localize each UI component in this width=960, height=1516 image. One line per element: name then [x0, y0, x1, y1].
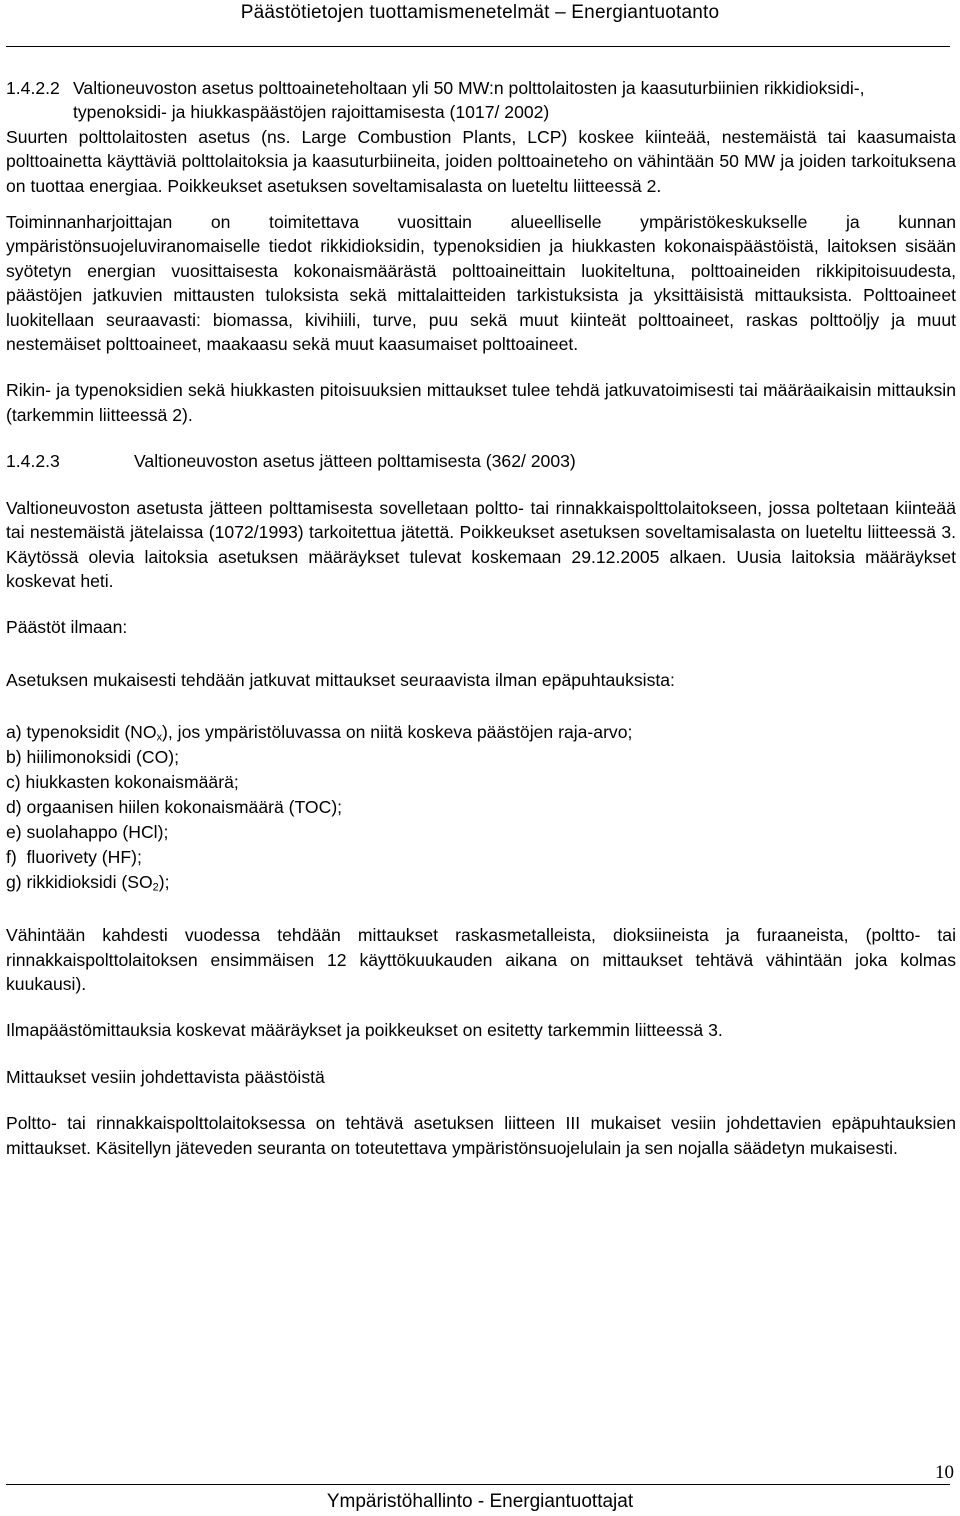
- section-heading-1-4-2-2: [6, 76, 956, 125]
- list-item: f) fluorivety (HF);: [6, 847, 142, 868]
- section-title: Valtioneuvoston asetus jätteen polttamisesta (362/ 2003): [134, 451, 576, 472]
- list-item: c) hiukkasten kokonaismäärä;: [6, 772, 239, 793]
- paragraph: Ilmapäästömittauksia koskevat määräykset ja poikkeukset on esitetty tarkemmin liitteessä 3.: [6, 1020, 723, 1041]
- paragraph: Vähintään kahdesti vuodessa tehdään mittaukset raskasmetalleista, dioksiineista ja furaaneista, (poltto- tai rinnakkaispolttolaitoksen ensimmäisen 12 käyttökuukauden aikana on mittaukset tehtävä vähintään joka kolmas kuukausi).: [6, 925, 956, 994]
- list-item: e) suolahappo (HCl);: [6, 822, 169, 843]
- paragraph: Toiminnanharjoittajan on toimitettava vuosittain alueelliselle ympäristökeskukselle ja kunnan ympäristönsuojeluviranomaiselle tiedot rikkidioksidin, typenoksidien ja hiukkasten kokonaispäästöistä, laitoksen sisään syötetyn energian vuosittaisesta kokonaismäärästä polttoaineittain luokiteltuna, polttoaineiden rikkipitoisuudesta, päästöjen jatkuvien mittausten tuloksista sekä mittalaitteiden tarkistuksista ja yksittäisistä mittauksista. Polttoaineet luokitellaan seuraavasti: biomassa, kivihiili, turve, puu sekä muut kiinteät polttoaineet, raskas polttoöljy ja muut nestemäiset polttoaineet, maakaasu sekä muut kaasumaiset polttoaineet.: [6, 212, 956, 355]
- paragraph: Poltto- tai rinnakkaispolttolaitoksessa on tehtävä asetuksen liitteen III mukaiset vesiin johdettavien epäpuhtauksien mittaukset. Käsitellyn jäteveden seuranta on toteutettava ympäristönsuojelulain ja sen nojalla säädetyn mukaisesti.: [6, 1113, 956, 1158]
- subheading-air: Päästöt ilmaan:: [6, 617, 128, 638]
- running-header: Päästötietojen tuottamismenetelmät – Energiantuotanto: [240, 2, 720, 23]
- list-item: g) rikkidioksidi $(SO_2)$;: [6, 872, 170, 894]
- list-item: d) orgaanisen hiilen kokonaismäärä (TOC);: [6, 797, 343, 818]
- section-number: 1.4.2.2: [6, 78, 60, 98]
- subheading-water: Mittaukset vesiin johdettavista päästöistä: [6, 1066, 325, 1087]
- paragraph: Suurten polttolaitosten asetus (ns. Large Combustion Plants, LCP) koskee kiinteää, nestemäistä tai kaasumaista polttoainetta käyttäviä polttolaitoksia ja kaasuturbiineita, joiden polttoaineteho on vähintään 50 MW ja joiden tarkoituksena on tuottaa energiaa. Poikkeukset asetuksen soveltamisalasta on lueteltu liitteessä 2.: [6, 126, 956, 196]
- paragraph: Valtioneuvoston asetusta jätteen polttamisesta sovelletaan poltto- tai rinnakkaispolttolaitokseen, jossa poltetaan kiinteää tai nestemäistä jätelaissa (1072/1993) tarkoitettua jätettä. Poikkeukset asetuksen soveltamisalasta on lueteltu liitteessä 3. Käytössä olevia laitoksia asetuksen määräykset tulevat koskemaan 29.12.2005 alkaen. Uusia laitoksia määräykset koskevat heti.: [6, 497, 956, 591]
- page-number: 10: [935, 1462, 954, 1483]
- section-heading-1-4-2-3: [6, 449, 956, 473]
- list-item: a) typenoksidit $(NO_x)$, jos ympäristöluvassa on niitä koskeva päästöjen raja-arvo;: [6, 722, 633, 744]
- section-number: 1.4.2.3: [6, 451, 60, 472]
- paragraph: Rikin- ja typenoksidien sekä hiukkasten pitoisuuksien mittaukset tulee tehdä jatkuvatoimisesti tai määräaikaisin mittauksin (tarkemmin liitteessä 2).: [6, 380, 956, 425]
- running-footer: Ympäristöhallinto - Energiantuottajat: [326, 1491, 634, 1512]
- section-title: Valtioneuvoston asetus polttoaineteholtaan yli 50 MW:n polttolaitosten ja kaasuturbiinien rikkidioksidi-, typenoksidi- ja hiukkaspäästöjen rajoittamisesta (1017/ 2002): [73, 78, 865, 123]
- list-item: b) hiilimonoksidi (CO);: [6, 747, 180, 768]
- footer-rule: [6, 1484, 950, 1485]
- pollutant-list: [6, 720, 956, 895]
- header-rule: [6, 46, 950, 47]
- list-intro: Asetuksen mukaisesti tehdään jatkuvat mittaukset seuraavista ilman epäpuhtauksista:: [6, 669, 675, 690]
- page-content: [6, 76, 956, 1160]
